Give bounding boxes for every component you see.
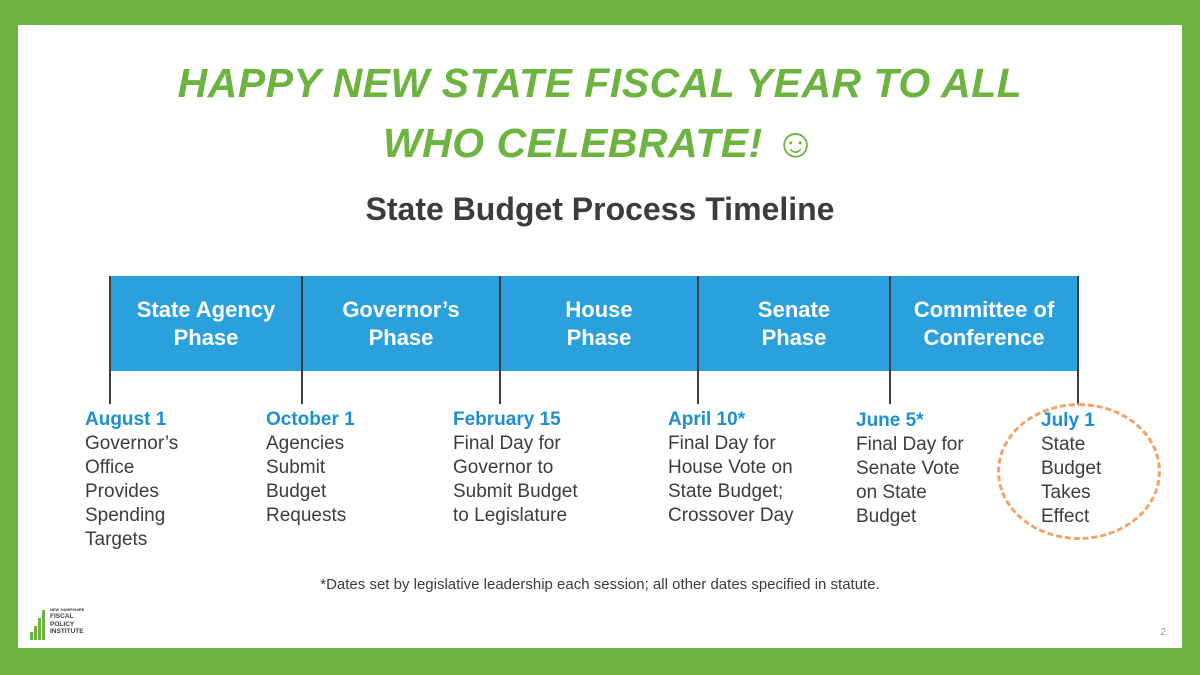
logo-small-text: NEW HAMPSHIRE — [50, 607, 85, 612]
tick-line — [697, 276, 699, 404]
milestone-date: July 1 — [1041, 410, 1095, 431]
headline — [18, 53, 1182, 173]
logo-text — [50, 607, 84, 636]
milestone-text: Final Day for House Vote on State Budget; Crossover Day — [668, 433, 794, 526]
milestone-date: August 1 — [85, 409, 167, 430]
phase-state-agency: State Agency Phase — [136, 296, 276, 350]
phase-house: House Phase — [565, 296, 633, 350]
page-number: 2 — [1160, 627, 1166, 638]
tick-line — [889, 276, 891, 404]
milestone-october-1 — [266, 408, 355, 528]
smiley-icon: ☺ — [774, 120, 818, 166]
milestone-text: Final Day for Senate Vote on State Budget — [856, 434, 964, 527]
tick-line — [301, 276, 303, 404]
logo-name: FISCAL POLICY INSTITUTE — [50, 613, 84, 635]
timeline-title: State Budget Process Timeline — [365, 191, 835, 227]
phase-bar — [110, 276, 1078, 371]
milestone-text: Agencies Submit Budget Requests — [266, 433, 347, 526]
headline-line-1: HAPPY NEW STATE FISCAL YEAR TO ALL — [177, 60, 1023, 106]
milestone-june-5 — [856, 409, 964, 529]
milestone-april-10 — [668, 408, 794, 528]
milestone-text: Final Day for Governor to Submit Budget to Legislature — [453, 433, 578, 526]
highlight-circle — [997, 403, 1161, 540]
fiscal-policy-institute-logo — [30, 607, 110, 643]
tick-line — [499, 276, 501, 404]
milestone-text: Governor’s Office Provides Spending Targets — [85, 433, 179, 550]
phase-committee-of-conference: Committee of Conference — [913, 296, 1055, 350]
milestone-date: June 5* — [856, 410, 924, 431]
slide — [18, 25, 1182, 648]
footnote: *Dates set by legislative leadership each session; all other dates specified in statute. — [320, 576, 880, 593]
phase-governor: Governor’s Phase — [342, 296, 460, 350]
logo-bars-icon — [30, 610, 48, 640]
milestone-date: April 10* — [668, 409, 746, 430]
milestone-date: February 15 — [453, 409, 561, 430]
tick-line — [1077, 276, 1079, 404]
milestone-february-15 — [453, 408, 578, 528]
milestone-date: October 1 — [266, 409, 355, 430]
headline-line-2 — [18, 113, 1182, 173]
milestone-august-1 — [85, 408, 178, 552]
tick-line — [109, 276, 111, 404]
headline-line-2-text: WHO CELEBRATE! — [382, 120, 775, 166]
phase-senate: Senate Phase — [757, 296, 831, 350]
milestone-text: State Budget Takes Effect — [1041, 434, 1102, 527]
